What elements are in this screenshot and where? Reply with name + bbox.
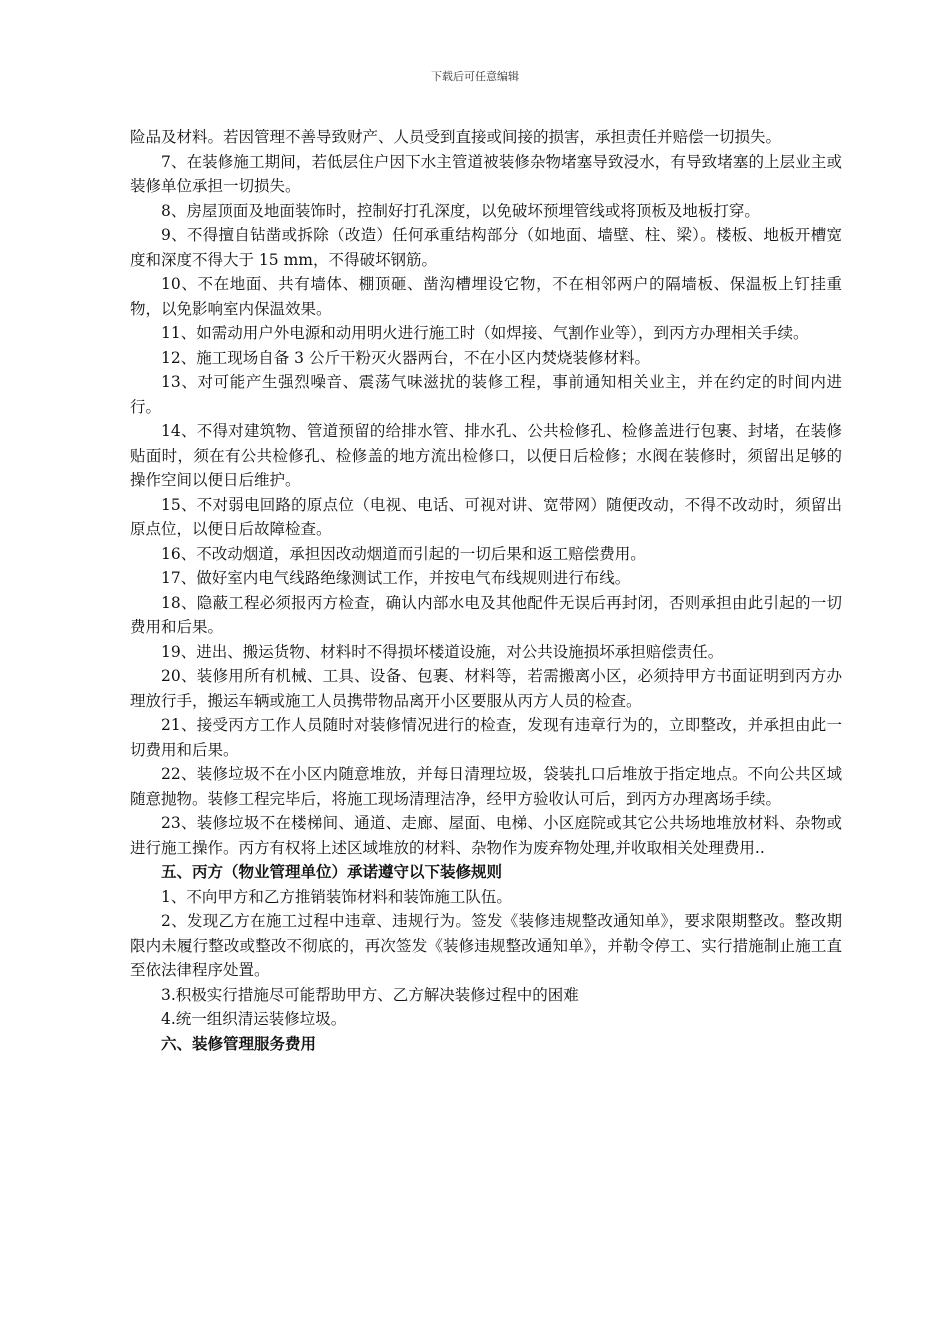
paragraph: 4.统一组织清运装修垃圾。 bbox=[161, 1010, 347, 1028]
section-heading: 六、装修管理服务费用 bbox=[161, 1033, 317, 1053]
paragraph: 11、如需动用户外电源和动用明火进行施工时（如焊接、气割作业等），到丙方办理相关手续。 bbox=[161, 324, 809, 342]
paragraph: 16、不改动烟道，承担因改动烟道而引起的一切后果和返工赔偿费用。 bbox=[161, 544, 646, 563]
paragraph: 17、做好室内电气线路绝缘测试工作，并按电气布线规则进行布线。 bbox=[161, 569, 631, 587]
paragraph: 8、房屋顶面及地面装饰时，控制好打孔深度，以免破坏预埋管线或将顶板及地板打穿。 bbox=[161, 201, 760, 220]
paragraph: 1、不向甲方和乙方推销装饰材料和装饰施工队伍。 bbox=[161, 887, 512, 906]
paragraph: 9、不得擅自钻凿或拆除（改造）任何承重结构部分（如地面、墙壁、柱、梁）。楼板、地板开槽宽度和深度不得大于 15 mm，不得破坏钢筋。 bbox=[130, 226, 842, 269]
section-heading: 五、丙方（物业管理单位）承诺遵守以下装修规则 bbox=[161, 862, 503, 881]
paragraph: 14、不得对建筑物、管道预留的给排水管、排水孔、公共检修孔、检修盖进行包裹、封堵，在装修贴面时，须在有公共检修孔、检修盖的地方流出检修口，以便日后检修；水阀在装修时，须留出足够的操作空间以便日后维护。 bbox=[130, 422, 842, 489]
page-header: 下载后可任意编辑 bbox=[431, 70, 519, 83]
paragraph: 19、进出、搬运货物、材料时不得损坏楼道设施，对公共设施损坏承担赔偿责任。 bbox=[161, 642, 724, 661]
paragraph: 3.积极实行措施尽可能帮助甲方、乙方解决装修过程中的困难 bbox=[161, 985, 579, 1004]
paragraph: 22、装修垃圾不在小区内随意堆放，并每日清理垃圾，袋装扎口后堆放于指定地点。不向公共区域随意抛物。装修工程完毕后，将施工现场清理洁净，经甲方验收认可后，到丙方办理离场手续。 bbox=[130, 765, 842, 808]
paragraph: 20、装修用所有机械、工具、设备、包裹、材料等，若需搬离小区，必须持甲方书面证明到丙方办理放行手，搬运车辆或施工人员携带物品离开小区要服从丙方人员的检查。 bbox=[130, 667, 842, 710]
paragraph: 23、装修垃圾不在楼梯间、通道、走廊、屋面、电梯、小区庭院或其它公共场地堆放材料、杂物或进行施工操作。丙方有权将上述区域堆放的材料、杂物作为废弃物处理,并收取相关处理费用.. bbox=[130, 814, 842, 857]
paragraph: 10、不在地面、共有墙体、棚顶砸、凿沟槽埋设它物，不在相邻两户的隔墙板、保温板上钉挂重物，以免影响室内保温效果。 bbox=[130, 275, 842, 318]
paragraph: 12、施工现场自备 3 公斤干粉灭火器两台，不在小区内焚烧装修材料。 bbox=[161, 348, 650, 367]
document-body bbox=[130, 125, 842, 1056]
paragraph: 险品及材料。若因管理不善导致财产、人员受到直接或间接的损害，承担责任并赔偿一切损失。 bbox=[130, 128, 782, 146]
paragraph: 21、接受丙方工作人员随时对装修情况进行的检查，发现有违章行为的，立即整改，并承担由此一切费用和后果。 bbox=[130, 716, 842, 759]
paragraph: 2、发现乙方在施工过程中违章、违规行为。签发《装修违规整改通知单》，要求限期整改。整改期限内未履行整改或整改不彻底的，再次签发《装修违规整改通知单》，并勒令停工、实行措施制止施工直至依法律程序处置。 bbox=[130, 912, 842, 979]
paragraph: 18、隐蔽工程必须报丙方检查，确认内部水电及其他配件无误后再封闭，否则承担由此引起的一切费用和后果。 bbox=[130, 593, 842, 636]
paragraph: 7、在装修施工期间，若低层住户因下水主管道被装修杂物堵塞导致浸水，有导致堵塞的上层业主或装修单位承担一切损失。 bbox=[130, 152, 842, 195]
paragraph: 13、对可能产生强烈噪音、震荡气味滋扰的装修工程，事前通知相关业主，并在约定的时间内进行。 bbox=[130, 373, 842, 416]
paragraph: 15、不对弱电回路的原点位（电视、电话、可视对讲、宽带网）随便改动，不得不改动时，须留出原点位，以便日后故障检查。 bbox=[130, 495, 842, 538]
